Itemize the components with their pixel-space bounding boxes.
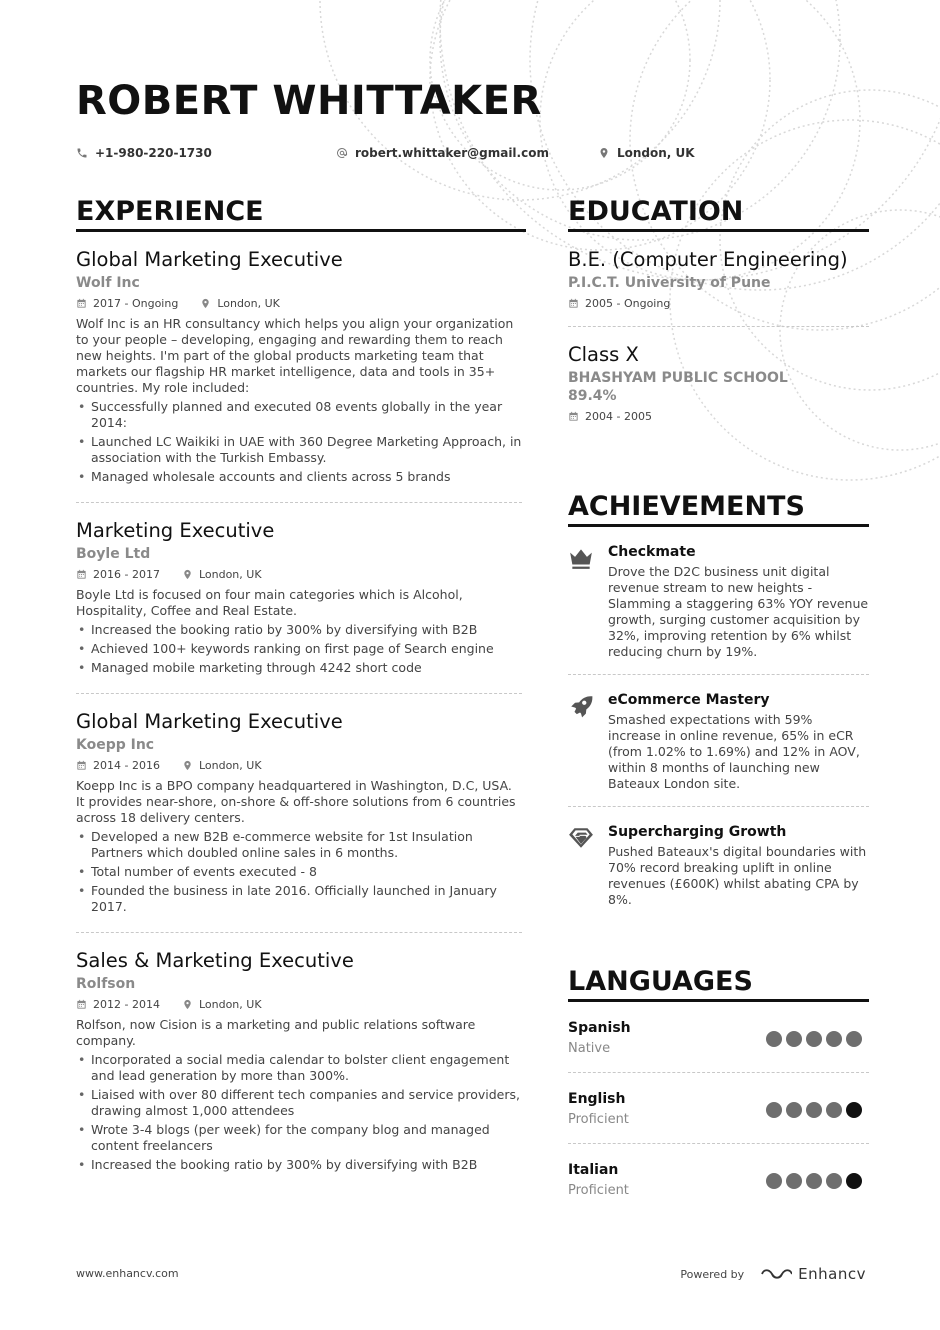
bullet-item: • Managed mobile marketing through 4242 short code: [76, 660, 522, 676]
calendar-icon: [76, 569, 87, 580]
achievement-entry: [568, 527, 869, 675]
edu-meta: [568, 410, 869, 423]
bullet-item: • Incorporated a social media calendar to bolster client engagement and lead generation by more than 300%.: [76, 1052, 522, 1084]
location-pin-icon: [182, 569, 193, 580]
bullet-item: • Increased the booking ratio by 300% by diversifying with B2B: [76, 622, 522, 638]
bullet-item: • Liaised with over 80 different tech companies and service providers, drawing almost 1,000 attendees: [76, 1087, 522, 1119]
job-entry: [76, 503, 522, 694]
achievements-section: [568, 491, 869, 922]
location-text: London, UK: [617, 146, 695, 160]
rating-dot: [786, 1102, 802, 1118]
location-pin-icon: [598, 147, 610, 159]
location-pin-icon: [182, 760, 193, 771]
achievement-entry: [568, 807, 869, 922]
bullet-item: • Successfully planned and executed 08 events globally in the year 2014:: [76, 399, 522, 431]
experience-section: [76, 196, 526, 1190]
job-description: Rolfson, now Cision is a marketing and public relations software company.: [76, 1017, 476, 1048]
language-level: Proficient: [568, 1183, 629, 1198]
phone-icon: [76, 147, 88, 159]
achievement-description: Smashed expectations with 59% increase in online revenue, 65% in eCR (from 1.02% to 1.69%) and 12% in AOV, within 8 months of launching new Bateaux London site.: [608, 712, 860, 791]
rating-dot: [786, 1031, 802, 1047]
rating-dot: [806, 1031, 822, 1047]
rocket-icon: [568, 693, 594, 719]
bullet-item: • Wrote 3-4 blogs (per week) for the company blog and managed content freelancers: [76, 1122, 522, 1154]
job-entry: [76, 694, 522, 933]
contact-phone[interactable]: [76, 146, 212, 160]
edu-meta: [568, 297, 869, 310]
edu-degree: Class X: [568, 343, 639, 366]
calendar-icon: [76, 760, 87, 771]
rating-dot: [846, 1102, 862, 1118]
education-entry: [568, 232, 869, 327]
language-entry: [568, 1144, 869, 1214]
rating-dot: [846, 1031, 862, 1047]
job-location: London, UK: [198, 998, 262, 1011]
achievement-entry: [568, 675, 869, 807]
contact-email[interactable]: [336, 146, 549, 160]
job-title: Marketing Executive: [76, 519, 275, 542]
bullet-item: • Developed a new B2B e-commerce website for 1st Insulation Partners which doubled online sales in 6 months.: [76, 829, 522, 861]
location-pin-icon: [182, 999, 193, 1010]
job-entry: [76, 933, 522, 1190]
language-name: English: [568, 1091, 626, 1107]
language-rating: [766, 1031, 862, 1047]
bullet-item: • Managed wholesale accounts and clients across 5 brands: [76, 469, 522, 485]
language-name: Italian: [568, 1162, 619, 1178]
languages-section: [568, 966, 869, 1214]
crown-icon: [568, 545, 594, 571]
job-company: Koepp Inc: [76, 737, 155, 753]
edu-school: P.I.C.T. University of Pune: [568, 275, 771, 291]
language-level: Proficient: [568, 1112, 629, 1127]
job-dates: 2017 - Ongoing: [93, 297, 179, 310]
language-rating: [766, 1173, 862, 1189]
language-rating: [766, 1102, 862, 1118]
achievement-title: Checkmate: [608, 544, 696, 560]
job-location: London, UK: [198, 568, 262, 581]
contact-location: [598, 146, 695, 160]
languages-heading: LANGUAGES: [568, 966, 869, 1002]
calendar-icon: [76, 999, 87, 1010]
job-bullets: [76, 829, 522, 915]
calendar-icon: [76, 298, 87, 309]
superman-icon: [568, 825, 594, 851]
brand-logo[interactable]: [760, 1265, 866, 1283]
job-meta: [76, 297, 522, 310]
job-dates: 2016 - 2017: [93, 568, 160, 581]
job-description: Koepp Inc is a BPO company headquartered in Washington, D.C, USA. It provides near-shore, on-shore & off-shore solutions from 6 countries across 18 delivery centers.: [76, 778, 516, 825]
phone-text: +1-980-220-1730: [95, 146, 212, 160]
job-description: Wolf Inc is an HR consultancy which helps you align your organization to your people – developing, engaging and rewarding them to reach new heights. I'm part of the global products marketing team that markets our flagship HR market intelligence, data and tools in 35+ countries. My role included:: [76, 316, 514, 395]
job-meta: [76, 568, 522, 581]
brand-name: Enhancv: [798, 1265, 866, 1283]
rating-dot: [826, 1173, 842, 1189]
location-pin-icon: [200, 298, 211, 309]
rating-dot: [846, 1173, 862, 1189]
powered-by-text: Powered by: [680, 1267, 745, 1281]
job-meta: [76, 998, 522, 1011]
job-location: London, UK: [198, 759, 262, 772]
edu-degree: B.E. (Computer Engineering): [568, 248, 848, 271]
job-bullets: [76, 622, 522, 676]
rating-dot: [766, 1031, 782, 1047]
achievement-description: Pushed Bateaux's digital boundaries with 70% record breaking uplift in online revenues (£600K) whilst abating CPA by 8%.: [608, 844, 867, 907]
footer-url[interactable]: www.enhancv.com: [76, 1267, 179, 1280]
candidate-name: ROBERT WHITTAKER: [76, 78, 542, 124]
job-location: London, UK: [217, 297, 280, 310]
job-title: Global Marketing Executive: [76, 248, 343, 271]
edu-dates: 2004 - 2005: [585, 410, 652, 423]
bullet-item: • Founded the business in late 2016. Officially launched in January 2017.: [76, 883, 522, 915]
job-company: Wolf Inc: [76, 275, 140, 291]
job-dates: 2014 - 2016: [93, 759, 160, 772]
job-dates: 2012 - 2014: [93, 998, 160, 1011]
rating-dot: [786, 1173, 802, 1189]
achievement-description: Drove the D2C business unit digital revenue stream to new heights - Slamming a staggering 63% YOY revenue growth, surging customer acquisition by 32%, improving retention by 6% whilst reducing churn by 19%.: [608, 564, 869, 659]
job-title: Sales & Marketing Executive: [76, 949, 354, 972]
rating-dot: [766, 1173, 782, 1189]
job-entry: [76, 232, 522, 503]
rating-dot: [766, 1102, 782, 1118]
rating-dot: [806, 1102, 822, 1118]
achievement-title: eCommerce Mastery: [608, 692, 770, 708]
edu-dates: 2005 - Ongoing: [585, 297, 671, 310]
achievement-title: Supercharging Growth: [608, 824, 787, 840]
education-heading: EDUCATION: [568, 196, 869, 232]
powered-by: [680, 1265, 866, 1283]
footer: [76, 1265, 866, 1285]
rating-dot: [826, 1102, 842, 1118]
language-entry: [568, 1002, 869, 1073]
job-meta: [76, 759, 522, 772]
job-company: Boyle Ltd: [76, 546, 151, 562]
job-bullets: [76, 399, 522, 485]
job-bullets: [76, 1052, 522, 1173]
enhancv-logo-icon: [760, 1266, 792, 1282]
language-name: Spanish: [568, 1020, 631, 1036]
contact-bar: [76, 146, 876, 164]
language-entry: [568, 1073, 869, 1144]
right-column: [568, 196, 869, 1214]
bullet-item: • Launched LC Waikiki in UAE with 360 Degree Marketing Approach, in association with the Turkish Embassy.: [76, 434, 522, 466]
email-text: robert.whittaker@gmail.com: [355, 146, 549, 160]
calendar-icon: [568, 411, 579, 422]
rating-dot: [806, 1173, 822, 1189]
language-level: Native: [568, 1041, 611, 1056]
at-icon: [336, 147, 348, 159]
education-entry: [568, 327, 869, 439]
rating-dot: [826, 1031, 842, 1047]
edu-grade: 89.4%: [568, 388, 617, 404]
education-section: [568, 196, 869, 439]
achievements-heading: ACHIEVEMENTS: [568, 491, 869, 527]
edu-school: BHASHYAM PUBLIC SCHOOL: [568, 370, 788, 386]
job-title: Global Marketing Executive: [76, 710, 343, 733]
experience-heading: EXPERIENCE: [76, 196, 526, 232]
calendar-icon: [568, 298, 579, 309]
bullet-item: • Increased the booking ratio by 300% by diversifying with B2B: [76, 1157, 522, 1173]
job-company: Rolfson: [76, 976, 136, 992]
bullet-item: • Achieved 100+ keywords ranking on first page of Search engine: [76, 641, 522, 657]
job-description: Boyle Ltd is focused on four main categories which is Alcohol, Hospitality, Coffee and Real Estate.: [76, 587, 463, 618]
bullet-item: • Total number of events executed - 8: [76, 864, 522, 880]
